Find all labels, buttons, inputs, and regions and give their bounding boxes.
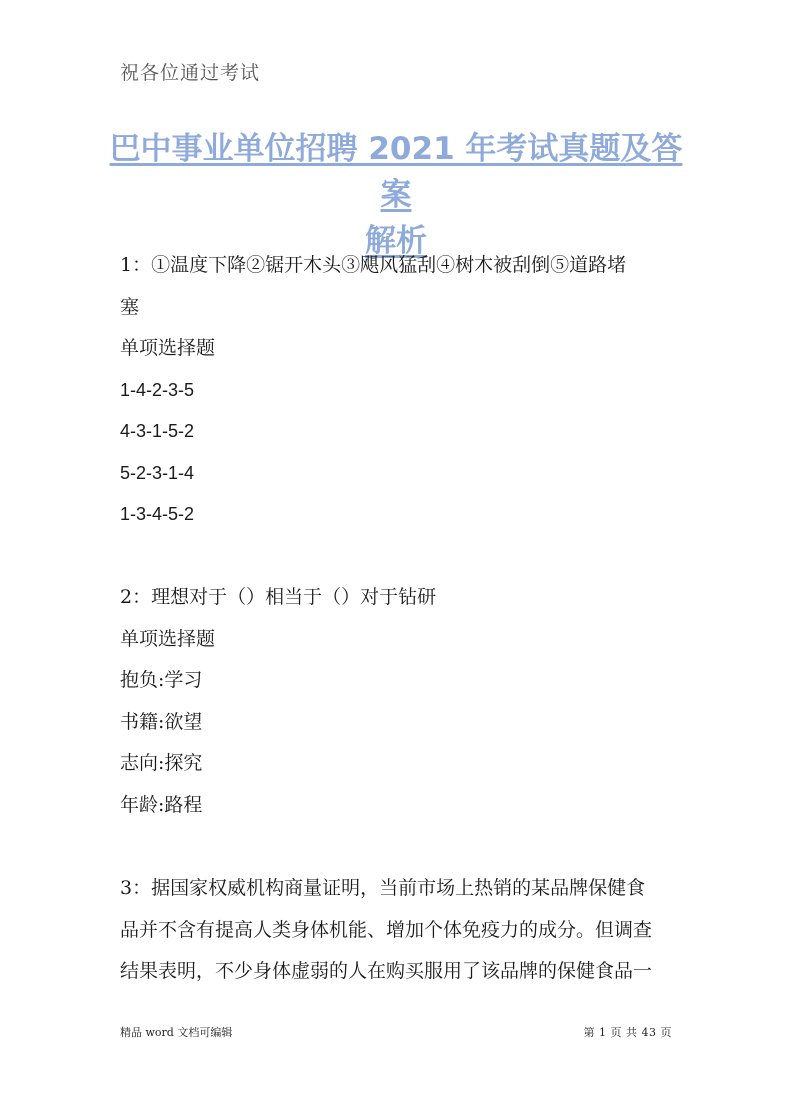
question-stem-line: 结果表明，不少身体虚弱的人在购买服用了该品牌的保健食品一 bbox=[120, 960, 653, 982]
option-b: 4-3-1-5-2 bbox=[120, 421, 195, 441]
option-a: 抱负:学习 bbox=[120, 669, 203, 691]
option-d: 1-3-4-5-2 bbox=[120, 504, 195, 524]
option-a: 1-4-2-3-5 bbox=[120, 379, 195, 400]
question-1 bbox=[120, 245, 680, 536]
question-stem-line: 1：①温度下降②锯开木头③飓风猛刮④树木被刮倒⑤道路堵 bbox=[120, 254, 627, 276]
option-c: 5-2-3-1-4 bbox=[120, 462, 195, 483]
question-type: 单项选择题 bbox=[120, 627, 216, 650]
question-type: 单项选择题 bbox=[120, 337, 216, 359]
option-b: 书籍:欲望 bbox=[120, 710, 203, 733]
header-note: 祝各位通过考试 bbox=[120, 62, 261, 84]
question-stem-line: 3：据国家权威机构商量证明，当前市场上热销的某品牌保健食 bbox=[120, 877, 646, 899]
title-line-2: 解析 bbox=[365, 223, 427, 259]
title-line-1: 巴中事业单位招聘 2021 年考试真题及答案 bbox=[109, 131, 683, 213]
question-stem-line: 品并不含有提高人类身体机能、增加个体免疫力的成分。但调查 bbox=[120, 918, 653, 941]
page-number: 第 1 页 共 43 页 bbox=[583, 1026, 672, 1039]
question-2 bbox=[120, 577, 680, 826]
option-d: 年龄:路程 bbox=[120, 793, 203, 816]
footer-note: 精品 word 文档可编辑 bbox=[120, 1026, 233, 1039]
document-title bbox=[100, 126, 692, 264]
question-stem-line: 2：理想对于（）相当于（）对于钻研 bbox=[120, 586, 437, 608]
question-3 bbox=[120, 868, 680, 993]
option-c: 志向:探究 bbox=[120, 752, 203, 774]
question-stem-line: 塞 bbox=[120, 295, 140, 318]
